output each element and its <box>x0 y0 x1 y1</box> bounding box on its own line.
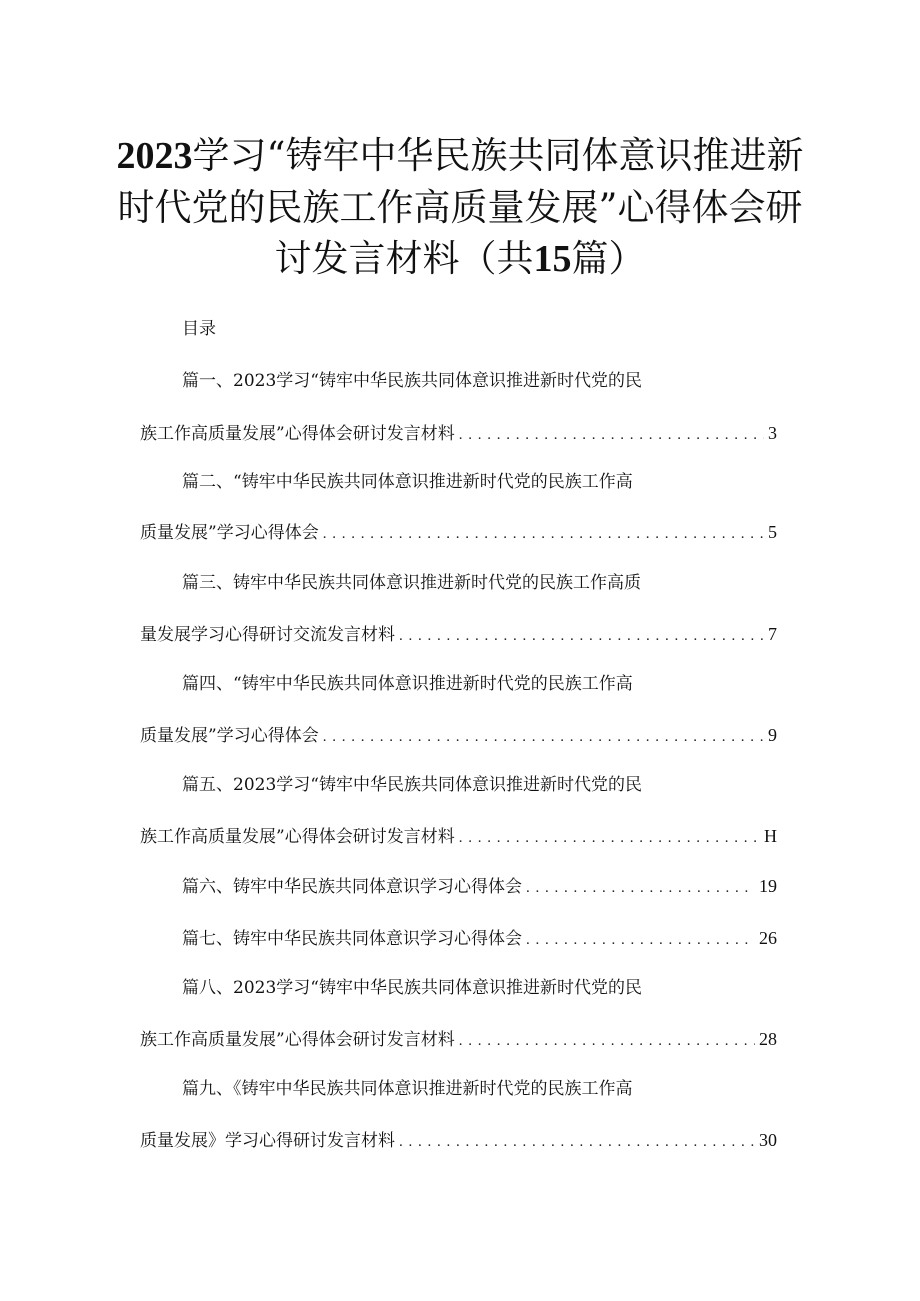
toc-entry-3-line-2[interactable] <box>140 621 777 649</box>
title-line-3 <box>100 233 820 285</box>
toc-entry-9-text: 质量发展》学习心得研讨发言材料 <box>140 1131 395 1151</box>
document-title <box>100 130 820 285</box>
toc-entry-5-line-2[interactable] <box>140 823 777 851</box>
toc-entry-8-line-1[interactable]: 篇八、2023学习“铸牢中华民族共同体意识推进新时代党的民 <box>182 978 642 998</box>
toc-entry-5-page: H <box>764 826 777 846</box>
title-year: 2023 <box>116 135 193 177</box>
toc-leader-dots <box>459 825 760 851</box>
toc-entry-9-line-2[interactable] <box>140 1127 777 1155</box>
toc-entry-2-page: 5 <box>768 522 777 542</box>
toc-entry-4-line-1[interactable]: 篇四、“铸牢中华民族共同体意识推进新时代党的民族工作高 <box>182 674 633 694</box>
toc-entry-8-page: 28 <box>759 1029 777 1049</box>
toc-entry-9-line-1[interactable]: 篇九、《铸牢中华民族共同体意识推进新时代党的民族工作高 <box>182 1079 633 1099</box>
toc-entry-7-page: 26 <box>759 928 777 948</box>
toc-leader-dots <box>459 1028 755 1054</box>
toc-entry-4-line-2[interactable] <box>140 722 777 750</box>
toc-entry-6-text: 篇六、铸牢中华民族共同体意识学习心得体会 <box>182 877 522 897</box>
title-line-3-text-b: 篇） <box>571 237 646 280</box>
toc-entry-8-line-2[interactable] <box>140 1026 777 1054</box>
toc-entry-7-text: 篇七、铸牢中华民族共同体意识学习心得体会 <box>182 929 522 949</box>
toc-leader-dots <box>399 1129 755 1155</box>
title-line-1-text: 学习“铸牢中华民族共同体意识推进新 <box>192 134 804 177</box>
title-line-3-text-a: 讨发言材料（共 <box>274 237 534 280</box>
toc-entry-2-line-1[interactable]: 篇二、“铸牢中华民族共同体意识推进新时代党的民族工作高 <box>182 472 633 492</box>
toc-entry-8-text: 族工作高质量发展”心得体会研讨发言材料 <box>140 1030 455 1050</box>
toc-entry-6-page: 19 <box>759 876 777 896</box>
toc-entry-2-text: 质量发展”学习心得体会 <box>140 523 319 543</box>
toc-entry-1-line-1[interactable]: 篇一、2023学习“铸牢中华民族共同体意识推进新时代党的民 <box>182 371 642 391</box>
toc-entry-5-line-1[interactable]: 篇五、2023学习“铸牢中华民族共同体意识推进新时代党的民 <box>182 775 642 795</box>
toc-entry-1-line-2[interactable] <box>140 420 777 448</box>
toc-entry-2-line-2[interactable] <box>140 519 777 547</box>
toc-leader-dots <box>526 927 755 953</box>
toc-entry-1-text: 族工作高质量发展”心得体会研讨发言材料 <box>140 424 455 444</box>
toc-heading: 目录 <box>182 319 216 339</box>
title-line-2: 时代党的民族工作高质量发展”心得体会研 <box>117 186 803 229</box>
toc-entry-1-page: 3 <box>768 423 777 443</box>
toc-entry-3-line-1[interactable]: 篇三、铸牢中华民族共同体意识推进新时代党的民族工作高质 <box>182 573 641 593</box>
toc-entry-4-text: 质量发展”学习心得体会 <box>140 726 319 746</box>
toc-entry-4-page: 9 <box>768 725 777 745</box>
toc-entry-9-page: 30 <box>759 1130 777 1150</box>
toc-leader-dots <box>459 422 764 448</box>
toc-leader-dots <box>399 623 764 649</box>
toc-leader-dots <box>323 724 764 750</box>
toc-leader-dots <box>526 875 755 901</box>
title-line-1 <box>100 130 820 182</box>
toc-entry-6[interactable] <box>182 873 777 901</box>
toc-leader-dots <box>323 521 764 547</box>
toc-entry-7[interactable] <box>182 925 777 953</box>
title-count: 15 <box>533 238 572 280</box>
toc-entry-3-page: 7 <box>768 624 777 644</box>
toc-entry-3-text: 量发展学习心得研讨交流发言材料 <box>140 625 395 645</box>
toc-entry-5-text: 族工作高质量发展”心得体会研讨发言材料 <box>140 827 455 847</box>
